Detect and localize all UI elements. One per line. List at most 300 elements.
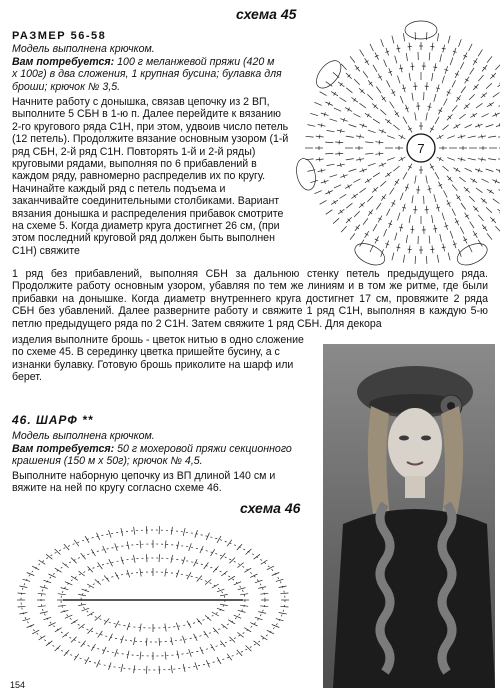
stitch-bar: [490, 190, 492, 193]
stitch-mark: [406, 53, 407, 61]
stitch-mark: [403, 172, 407, 179]
stitch-mark: [220, 553, 225, 559]
stitch-mark: [244, 568, 251, 572]
stitch-mark: [85, 536, 89, 543]
stitch-mark: [238, 610, 246, 612]
stitch-bar: [456, 125, 458, 128]
stitch-mark: [79, 571, 85, 576]
stitch-mark: [82, 608, 90, 611]
stitch-mark: [373, 224, 377, 231]
stitch-mark: [353, 114, 360, 118]
stitch-mark: [55, 628, 62, 632]
stitch-mark: [380, 110, 386, 116]
stitch-bar: [379, 140, 380, 144]
stitch-mark: [468, 158, 476, 160]
stitch-bar: [456, 168, 458, 171]
stitch-bar: [482, 135, 483, 139]
stitch-mark: [23, 619, 31, 621]
stitch-mark: [415, 176, 416, 184]
stitch-mark: [486, 207, 492, 212]
stitch-mark: [189, 543, 192, 551]
stitch-mark: [488, 136, 496, 137]
stitch-bar: [395, 181, 398, 183]
stitch-bar: [382, 97, 385, 99]
stitch-mark: [403, 117, 407, 124]
stitch-mark: [393, 125, 399, 130]
stitch-mark: [61, 588, 69, 590]
instructions-45-upper: Начните работу с донышка, связав цепочку из 2 ВП, выполните 5 СБН в 1-ю п. Далее перейдите к вязанию 2-го кругового ряда С1Н, при этом, удвоив число петель (12 петель). Продолжите вязание основным узором (1-й ряд СБН, 2-й ряд С1Н. Повторять 1-й и 2-й ряды) круговыми рядами, выполняя по 6 прибавлений в каждом ряду, равномерно распределив их по кругу. Начинайте каждый ряд с петель подъема и заканчивайте соединительными столбиками. Вариант вязания донышка и распределения прибавок смотрите на схеме 5. Когда диаметр круга достигнет 26 см, (при этом последний круговой ряд должен быть выполнен С1Н) свяжите: [12, 96, 290, 257]
stitch-mark: [387, 136, 395, 139]
stitch-mark: [460, 227, 464, 234]
stitch-mark: [442, 166, 448, 171]
stitch-mark: [346, 136, 354, 137]
stitch-mark: [381, 39, 384, 47]
stitch-mark: [459, 39, 462, 47]
stitch-mark: [276, 579, 284, 581]
stitch-mark: [55, 646, 61, 652]
stitch-mark: [432, 215, 433, 223]
stitch-mark: [64, 544, 69, 550]
stitch-mark: [346, 88, 352, 93]
stitch-mark: [365, 142, 373, 143]
stitch-mark: [398, 213, 401, 221]
stitch-mark: [376, 203, 381, 210]
stitch-mark: [279, 613, 287, 615]
stitch-mark: [146, 554, 147, 562]
scheme-45-title: схема 45: [236, 6, 296, 22]
stitch-mark: [452, 185, 457, 191]
stitch-mark: [44, 617, 52, 620]
stitch-mark: [81, 641, 86, 647]
stitch-mark: [440, 234, 442, 242]
diagram-center-label: 7: [417, 141, 424, 156]
stitch-mark: [87, 612, 94, 616]
scarf-heading: 46. ШАРФ **: [12, 413, 93, 427]
stitch-mark: [79, 624, 85, 629]
stitch-mark: [482, 179, 489, 183]
stitch-mark: [272, 573, 280, 576]
materials-text-46: 50 г мохеровой пряжи секционного крашения (150 м х 50г); крючок № 4,5.: [12, 443, 292, 467]
stitch-bar: [360, 135, 361, 139]
stitch-mark: [400, 96, 403, 103]
stitch-mark: [398, 76, 401, 84]
instructions-45-full-text: 1 ряд без прибавлений, выполняя СБН за дальнюю стенку петель предыдущего ряда. Продолжите работу основным узором, убавляя по тем же линиям и в том же ритме, где были прибавки на донышке. Когда диаметр внутреннего круга достигнет 17 см, провяжите 2 ряда СБН без убавлений. Далее разверните работу и свяжите 1 ряд С1Н, выполняя в каждую 5-ю петлю предыдущего ряда по 2 С1Н. Затем свяжите 1 ряд СБН.: [12, 268, 488, 330]
stitch-mark: [213, 566, 218, 572]
stitch-mark: [18, 593, 26, 594]
stitch-mark: [212, 584, 219, 588]
stitch-bar: [408, 249, 412, 250]
stitch-mark: [384, 60, 387, 67]
stitch-mark: [406, 235, 407, 243]
stitch-mark: [91, 549, 95, 556]
stitch-mark: [429, 52, 430, 60]
stitch-mark: [104, 576, 109, 582]
stitch-bar: [410, 66, 414, 67]
stitch-mark: [78, 604, 86, 605]
stitch-mark: [20, 586, 28, 588]
stitch-bar: [399, 68, 403, 69]
stitch-mark: [334, 108, 341, 111]
materials-label-45: Вам потребуется:: [12, 56, 114, 68]
stitch-bar: [319, 135, 320, 139]
stitch-mark: [488, 159, 496, 160]
stitch-mark: [109, 530, 112, 538]
stitch-mark: [228, 620, 235, 624]
stitch-mark: [434, 194, 436, 202]
stitch-bar: [482, 157, 483, 161]
stitch-mark: [246, 646, 252, 652]
stitch-mark: [61, 610, 69, 612]
stitch-mark: [40, 612, 48, 614]
size-label: РАЗМЕР 56-58: [12, 30, 106, 42]
stitch-mark: [341, 226, 347, 232]
stitch-mark: [437, 255, 438, 263]
stitch-mark: [88, 566, 93, 572]
stitch-mark: [237, 544, 242, 550]
stitch-bar: [379, 152, 380, 156]
stitch-mark: [18, 606, 26, 607]
stitch-mark: [435, 117, 439, 124]
stitch-mark: [470, 68, 474, 75]
stitch-mark: [140, 540, 141, 548]
stitch-mark: [442, 213, 445, 221]
stitch-mark: [65, 582, 72, 585]
petal-mark: [294, 157, 319, 192]
stitch-mark: [429, 236, 430, 244]
stitch-mark: [217, 589, 225, 592]
stitch-mark: [327, 130, 335, 131]
stitch-mark: [306, 136, 314, 137]
stitch-mark: [350, 56, 355, 62]
stitch-mark: [71, 637, 77, 643]
stitch-mark: [393, 166, 399, 171]
stitch-mark: [412, 195, 413, 203]
stitch-mark: [437, 33, 438, 41]
stitch-bar: [399, 227, 403, 228]
stitch-mark: [452, 80, 456, 87]
stitch-mark: [365, 153, 373, 154]
stitch-mark: [250, 623, 257, 626]
stitch-mark: [81, 553, 86, 559]
stitch-mark: [39, 560, 46, 564]
stitch-mark: [482, 114, 489, 118]
stitch-mark: [205, 615, 211, 620]
stitch-mark: [478, 240, 482, 247]
stitch-mark: [469, 196, 475, 202]
stitch-mark: [260, 593, 268, 594]
stitch-mark: [440, 54, 442, 62]
stitch-mark: [339, 194, 346, 198]
stitch-mark: [244, 628, 251, 632]
stitch-bar: [319, 157, 320, 161]
stitch-mark: [240, 594, 248, 595]
stitch-mark: [376, 87, 381, 94]
stitch-mark: [71, 620, 78, 624]
stitch-mark: [354, 79, 360, 85]
stitch-mark: [339, 98, 346, 102]
instructions-46: Выполните наборную цепочку из ВП длиной 140 см и вяжите на ней по кругу согласно схеме 46.: [12, 470, 312, 495]
stitch-mark: [39, 636, 46, 640]
page-number: 154: [10, 680, 25, 690]
stitch-mark: [211, 644, 215, 651]
stitch-bar: [354, 98, 356, 101]
stitch-mark: [368, 163, 376, 166]
stitch-mark: [187, 621, 191, 628]
stitch-mark: [40, 587, 48, 589]
stitch-mark: [211, 549, 215, 556]
stitch-mark: [213, 628, 218, 634]
stitch-mark: [55, 549, 61, 555]
model-line-46: Модель выполнена крючком.: [12, 430, 155, 442]
stitch-mark: [109, 559, 113, 566]
stitch-mark: [460, 62, 464, 69]
stitch-mark: [314, 102, 321, 105]
stitch-mark: [327, 164, 335, 165]
stitch-bar: [433, 228, 437, 229]
stitch-mark: [310, 113, 318, 115]
stitch-mark: [450, 58, 453, 66]
materials-46: [12, 443, 312, 468]
stitch-mark: [65, 615, 72, 618]
stitch-mark: [217, 608, 225, 611]
stitch-mark: [229, 637, 235, 643]
stitch-mark: [229, 558, 235, 564]
stitch-mark: [246, 549, 252, 555]
stitch-mark: [373, 119, 380, 123]
stitch-mark: [360, 50, 364, 57]
stitch-mark: [367, 94, 373, 100]
stitch-bar: [465, 215, 468, 217]
stitch-bar: [442, 247, 446, 248]
stitch-mark: [468, 136, 476, 138]
stitch-mark: [478, 215, 483, 221]
stitch-bar: [367, 179, 369, 182]
stitch-bar: [428, 107, 432, 108]
materials-text-45: 100 г меланжевой пряжи (420 м х 100г) в два сложения, 1 крупная бусина; булавка для броши; крючок № 3,5.: [12, 56, 282, 93]
stitch-mark: [237, 650, 242, 656]
stitch-mark: [254, 554, 260, 559]
stitch-mark: [346, 203, 352, 208]
stitch-mark: [447, 158, 455, 161]
stitch-mark: [373, 173, 380, 177]
stitch-mark: [487, 56, 492, 62]
stitch-mark: [435, 172, 439, 179]
stitch-mark: [307, 125, 315, 127]
stitch-mark: [71, 558, 77, 564]
stitch-bar: [321, 169, 322, 173]
stitch-bar: [360, 157, 361, 161]
stitch-mark: [403, 33, 404, 41]
stitch-mark: [88, 628, 93, 634]
stitch-mark: [159, 638, 160, 646]
stitch-mark: [478, 75, 483, 81]
stitch-mark: [363, 218, 368, 224]
stitch-mark: [486, 125, 494, 128]
stitch-mark: [325, 142, 333, 143]
stitch-mark: [27, 625, 35, 628]
stitch-mark: [360, 240, 364, 247]
stitch-mark: [255, 617, 263, 620]
stitch-mark: [91, 644, 95, 651]
stitch-mark: [227, 540, 232, 547]
stitch-mark: [461, 87, 466, 94]
petal-mark: [351, 239, 388, 268]
stitch-mark: [368, 130, 376, 133]
stitch-mark: [395, 233, 397, 241]
stitch-bar: [395, 113, 398, 115]
stitch-mark: [46, 641, 52, 646]
petal-mark: [312, 56, 346, 92]
stitch-mark: [165, 569, 166, 577]
stitch-bar: [473, 179, 475, 182]
stitch-mark: [400, 193, 403, 200]
stitch-mark: [32, 630, 39, 634]
stitch-bar: [473, 114, 475, 117]
stitch-mark: [227, 654, 232, 661]
stitch-mark: [82, 589, 90, 592]
stitch-mark: [487, 233, 492, 239]
stitch-mark: [95, 579, 101, 584]
stitch-mark: [470, 221, 474, 228]
stitch-mark: [326, 210, 333, 215]
scheme-46-diagram: [8, 514, 298, 686]
stitch-mark: [461, 203, 466, 210]
stitch-bar: [410, 229, 414, 230]
stitch-mark: [140, 652, 141, 660]
stitch-mark: [380, 181, 386, 187]
materials-45: [12, 56, 282, 93]
stitch-mark: [478, 50, 482, 57]
stitch-mark: [32, 566, 39, 570]
stitch-mark: [38, 593, 46, 594]
stitch-mark: [121, 664, 123, 672]
stitch-mark: [234, 615, 241, 618]
stitch-mark: [49, 574, 56, 577]
stitch-mark: [280, 593, 288, 594]
instructions-45-full-tail: Для декора: [325, 318, 382, 330]
stitch-mark: [360, 103, 367, 108]
stitch-mark: [486, 83, 492, 88]
stitch-mark: [159, 554, 160, 562]
stitch-mark: [415, 113, 416, 121]
stitch-mark: [171, 665, 172, 673]
stitch-mark: [134, 555, 136, 563]
stitch-bar: [433, 67, 437, 68]
stitch-mark: [349, 125, 357, 128]
stitch-mark: [330, 119, 338, 121]
stitch-mark: [330, 175, 338, 177]
stitch-mark: [349, 169, 357, 172]
stitch-mark: [493, 199, 500, 204]
stitch-mark: [165, 652, 166, 660]
stitch-mark: [395, 56, 397, 64]
stitch-mark: [217, 657, 221, 664]
stitch-mark: [346, 159, 354, 160]
stitch-mark: [58, 594, 66, 595]
stitch-bar: [396, 48, 400, 49]
stitch-mark: [250, 574, 257, 577]
stitch-mark: [258, 612, 266, 614]
stitch-mark: [183, 528, 185, 536]
stitch-mark: [403, 255, 404, 263]
stitch-bar: [396, 247, 400, 248]
stitch-mark: [476, 188, 483, 193]
stitch-mark: [98, 562, 103, 569]
stitch-mark: [444, 190, 448, 197]
stitch-mark: [140, 569, 141, 577]
stitch-mark: [495, 64, 500, 70]
stitch-bar: [382, 196, 385, 198]
stitch-bar: [354, 195, 356, 198]
stitch-bar: [490, 103, 492, 106]
stitch-bar: [430, 249, 434, 250]
stitch-mark: [217, 536, 221, 543]
stitch-bar: [367, 114, 369, 117]
stitch-mark: [459, 114, 465, 119]
stitch-mark: [447, 136, 455, 139]
stitch-mark: [465, 125, 472, 128]
stitch-bar: [442, 48, 446, 49]
stitch-bar: [428, 189, 432, 190]
stitch-bar: [321, 123, 322, 127]
stitch-mark: [62, 563, 68, 568]
stitch-mark: [220, 594, 228, 595]
stitch-mark: [197, 576, 202, 582]
stitch-mark: [23, 579, 31, 581]
stitch-mark: [412, 93, 413, 101]
stitch-mark: [261, 636, 268, 640]
stitch-mark: [387, 158, 395, 161]
stitch-mark: [373, 65, 377, 72]
stitch-mark: [325, 153, 333, 154]
stitch-mark: [204, 562, 209, 569]
stitch-mark: [367, 196, 373, 202]
stitch-mark: [387, 80, 391, 87]
stitch-bar: [408, 46, 412, 47]
stitch-mark: [221, 571, 227, 576]
stitch-mark: [476, 103, 483, 108]
stitch-mark: [234, 582, 241, 585]
stitch-mark: [341, 64, 347, 70]
stitch-mark: [409, 73, 410, 81]
stitch-mark: [442, 125, 448, 130]
instructions-45-full: [12, 268, 488, 330]
stitch-mark: [258, 587, 266, 589]
stitch-mark: [267, 566, 274, 570]
model-photo: [323, 344, 495, 688]
stitch-mark: [44, 580, 52, 583]
stitch-mark: [465, 168, 472, 171]
stitch-mark: [434, 94, 436, 102]
stitch-mark: [272, 625, 280, 628]
stitch-mark: [146, 638, 147, 646]
stitch-mark: [64, 650, 69, 656]
stitch-mark: [98, 631, 103, 638]
stitch-mark: [87, 584, 94, 588]
stitch-mark: [459, 177, 465, 182]
stitch-mark: [165, 540, 166, 548]
stitch-mark: [74, 540, 79, 547]
stitch-mark: [95, 615, 101, 620]
stitch-mark: [392, 253, 394, 261]
stitch-mark: [197, 618, 202, 624]
stitch-mark: [392, 36, 394, 44]
stitch-mark: [276, 619, 284, 621]
stitch-mark: [426, 113, 427, 121]
stitch-mark: [189, 649, 192, 657]
stitch-mark: [104, 618, 109, 624]
stitch-mark: [221, 624, 227, 629]
